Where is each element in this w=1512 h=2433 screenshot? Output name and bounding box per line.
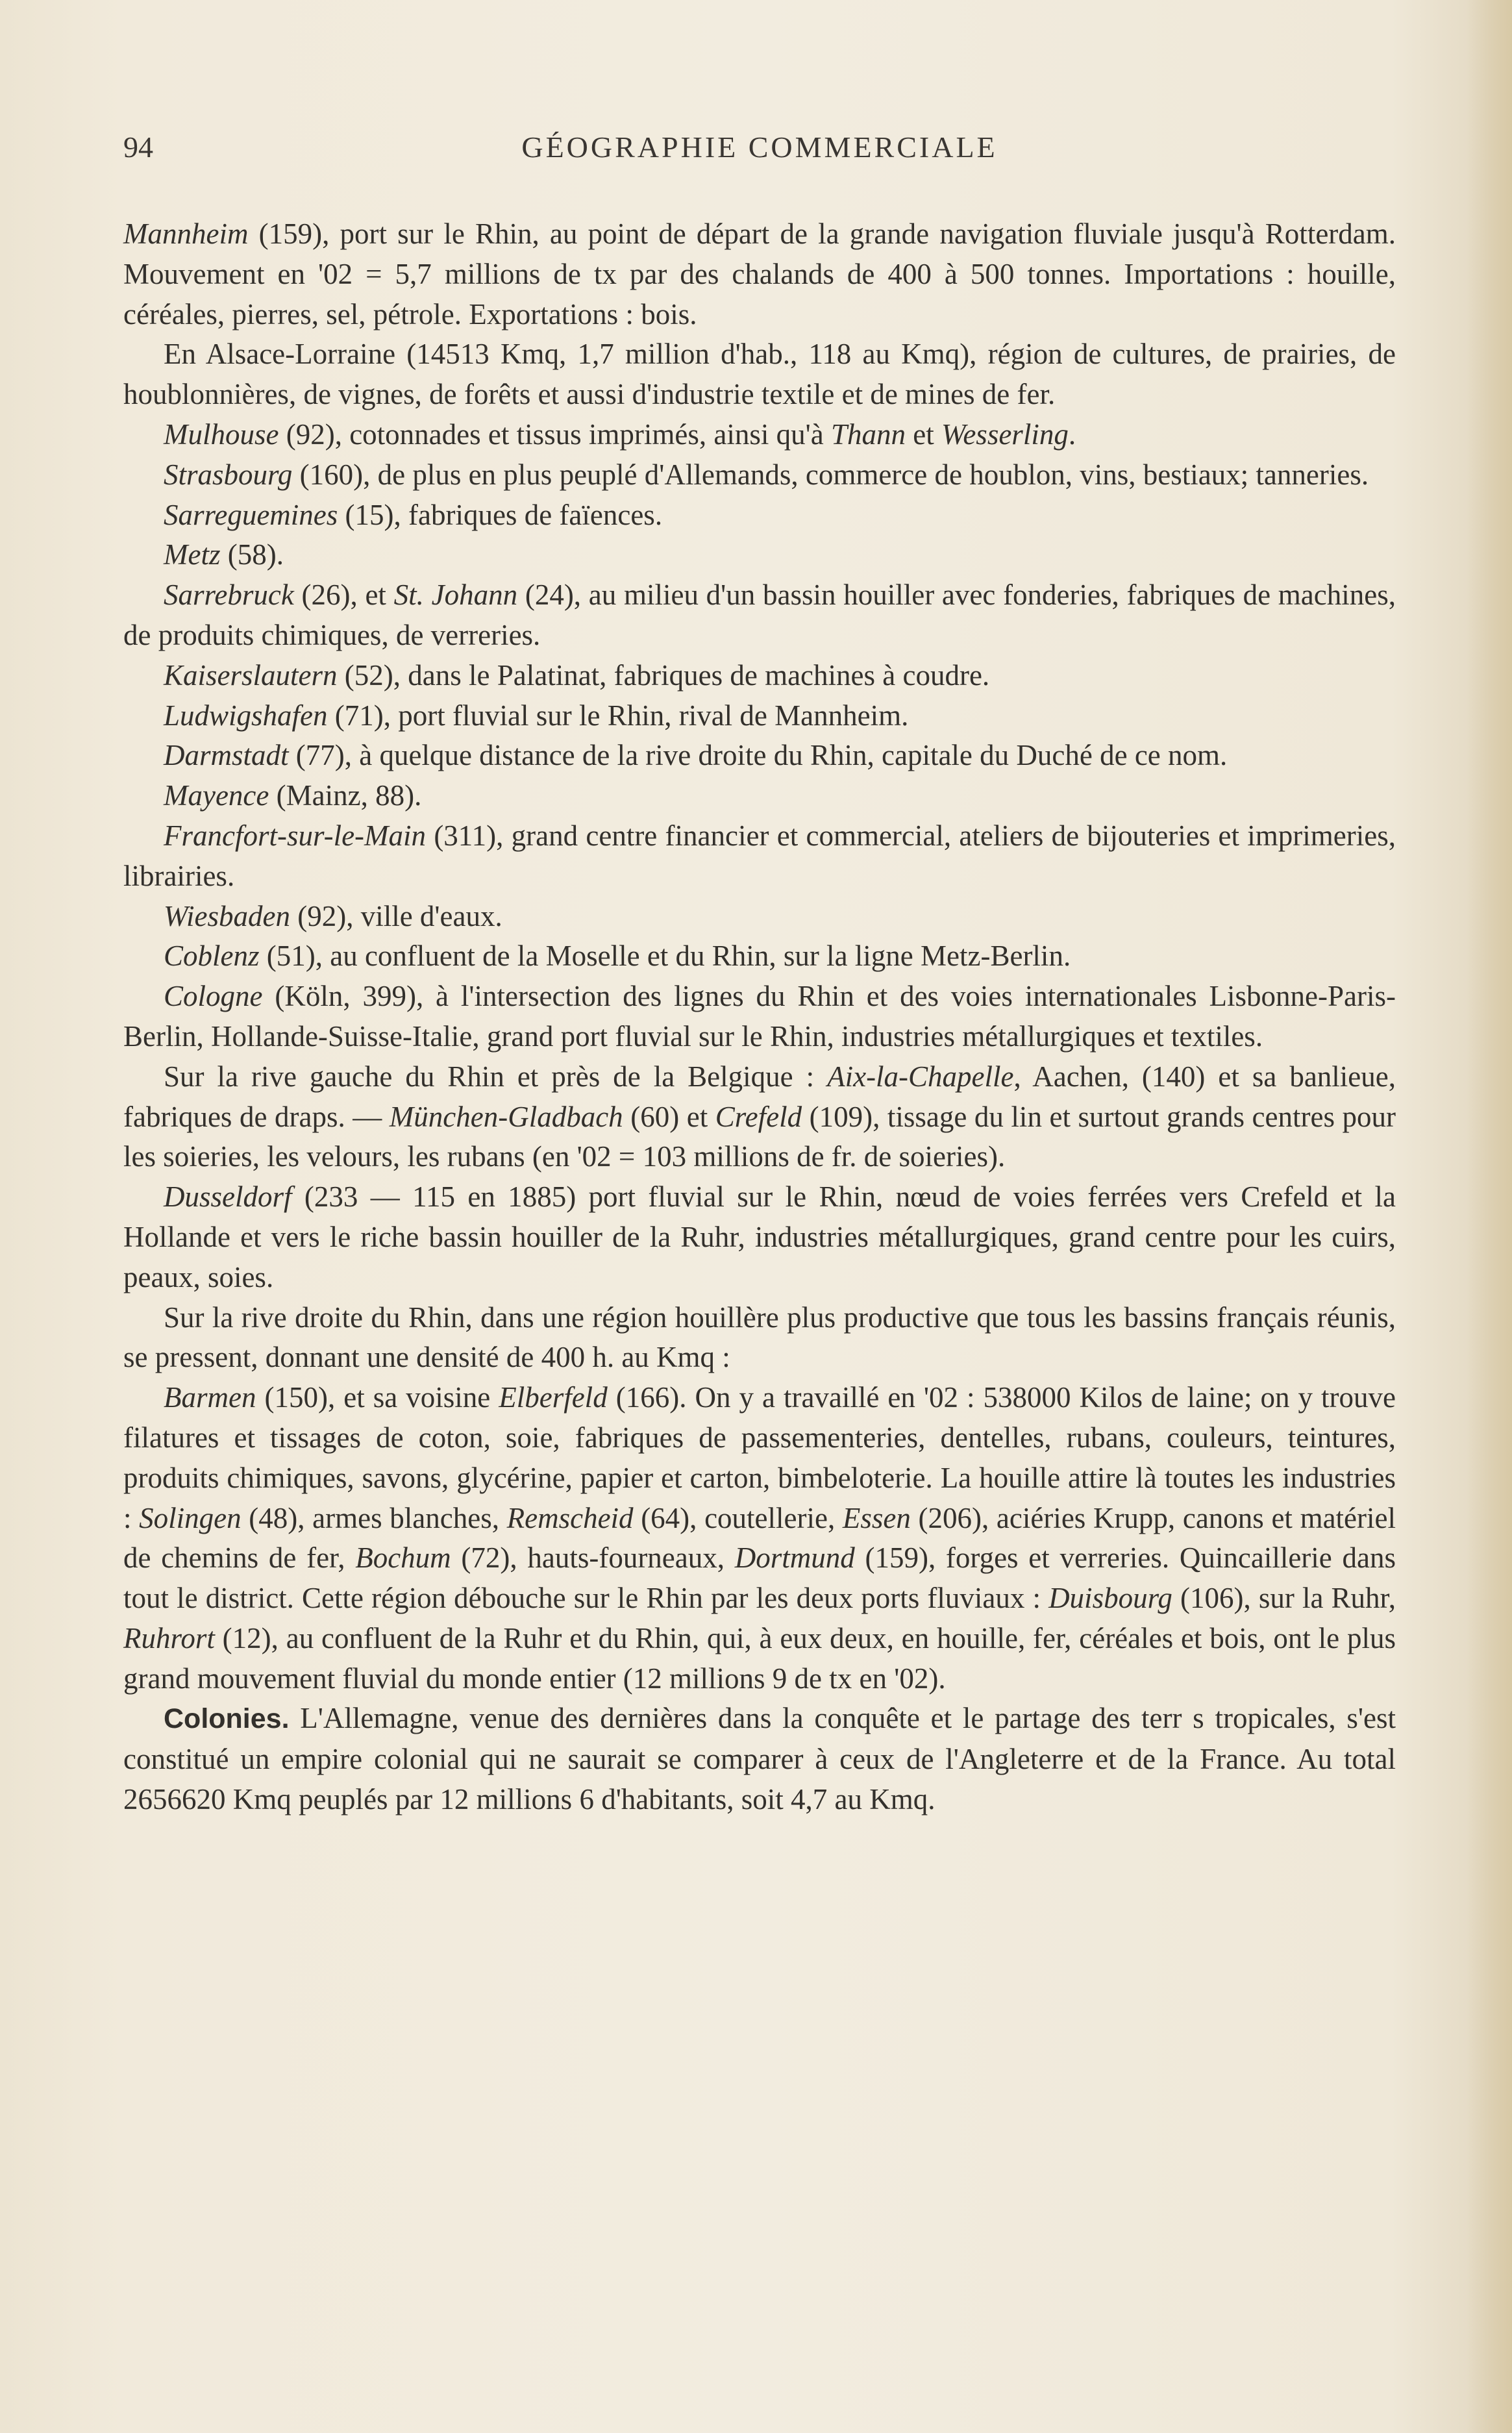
place-name: Wiesbaden xyxy=(164,899,290,932)
place-name: München-Gladbach xyxy=(389,1100,623,1133)
place-name: Ruhrort xyxy=(123,1621,215,1654)
place-name: Elberfeld xyxy=(499,1381,608,1414)
text-run: (Köln, 399), à l'intersection des lignes du Rhin et des voies internationales Lisbonne-Paris-Berlin, Hollande-Suisse-Italie, grand port fluvial sur le Rhin, industries métallurgiques et textiles. xyxy=(123,980,1396,1053)
place-name: Francfort-sur-le-Main xyxy=(164,819,427,852)
place-name: Wesserling xyxy=(941,418,1069,451)
text-run: (51), au confluent de la Moselle et du Rhin, sur la ligne Metz-Berlin. xyxy=(259,940,1071,973)
paragraph xyxy=(123,816,1396,897)
paragraph xyxy=(123,334,1396,415)
text-run: (24), au milieu d'un bassin houiller avec fonderies, fabriques de machines, de produits chimiques, de verreries. xyxy=(123,579,1396,651)
place-name: Metz xyxy=(164,538,221,571)
text-run: (159), forges et verreries. Quincaillerie dans tout le district. Cette région débouche sur le Rhin par les deux ports fluviaux : xyxy=(123,1541,1396,1615)
text-run: (26), et xyxy=(293,579,394,612)
page-edge-shadow xyxy=(1467,0,1512,2433)
place-name: Sarrebruck xyxy=(164,579,294,612)
text-run: (72), hauts-fourneaux, xyxy=(451,1541,735,1575)
place-name: Remscheid xyxy=(506,1501,634,1534)
place-name: Mulhouse xyxy=(164,418,279,451)
place-name: Coblenz xyxy=(164,940,260,973)
text-run: (15), fabriques de faïences. xyxy=(338,498,663,531)
place-name: Aix-la-Chapelle xyxy=(827,1060,1014,1093)
text-run: (12), au confluent de la Ruhr et du Rhin, qui, à eux deux, en houille, fer, céréales et bois, ont le plus grand mouvement fluvial du monde entier (12 millions 9 de tx en '02). xyxy=(123,1621,1396,1695)
place-name: Dusseldorf xyxy=(164,1180,292,1214)
place-name: Thann xyxy=(830,418,906,451)
paragraph xyxy=(123,575,1396,656)
paragraph xyxy=(123,696,1396,736)
paragraph xyxy=(123,535,1396,575)
paragraph xyxy=(123,1057,1396,1177)
body-text xyxy=(123,214,1396,1820)
text-run: (92), cotonnades et tissus imprimés, ainsi qu'à xyxy=(279,418,831,451)
text-run: . xyxy=(1068,418,1076,451)
paragraph xyxy=(123,495,1396,536)
page-number: 94 xyxy=(123,131,153,164)
text-run: et xyxy=(906,418,941,451)
paragraph xyxy=(123,455,1396,495)
text-run: (150), et sa voisine xyxy=(256,1381,499,1414)
text-run: , Aachen, (140) et sa banlieue, fabriques de draps. — xyxy=(123,1060,1396,1133)
place-name: Kaiserslautern xyxy=(164,658,338,692)
text-run: En Alsace-Lorraine (14513 Kmq, 1,7 million d'hab., 118 au Kmq), région de cultures, de prairies, de houblonnières, de vignes, de forêts et aussi d'industrie textile et de mines de fer. xyxy=(123,338,1396,411)
place-name: Strasbourg xyxy=(164,458,293,491)
place-name: Mayence xyxy=(164,779,269,812)
paragraph xyxy=(123,736,1396,776)
text-run: L'Allemagne, venue des dernières dans la conquête et le partage des terr s tropicales, s'est constitué un empire colonial qui ne saurait se comparer à ceux de l'Angleterre et de la France. Au total 2656620 Kmq peuplés par 12 millions 6 d'habitants, soit 4,7 au Kmq. xyxy=(123,1702,1396,1816)
text-run: (206), aciéries Krupp, canons et matériel de chemins de fer, xyxy=(123,1501,1396,1575)
text-run: Sur la rive droite du Rhin, dans une région houillère plus productive que tous les bassins français réunis, se pressent, donnant une densité de 400 h. au Kmq : xyxy=(123,1301,1396,1374)
text-run: (233 — 115 en 1885) port fluvial sur le Rhin, nœud de voies ferrées vers Crefeld et la Hollande et vers le riche bassin houiller de la Ruhr, industries métallurgiques, grand centre pour les cuirs, peaux, soies. xyxy=(123,1180,1396,1293)
text-run: Sur la rive gauche du Rhin et près de la Belgique : xyxy=(164,1060,828,1093)
text-run: (64), coutellerie, xyxy=(633,1501,843,1534)
place-name: Duisbourg xyxy=(1048,1582,1172,1615)
place-name: Mannheim xyxy=(123,218,249,250)
place-name: Sarreguemines xyxy=(164,498,338,531)
paragraph xyxy=(123,897,1396,937)
place-name: Solingen xyxy=(139,1501,242,1534)
place-name: Bochum xyxy=(355,1541,451,1575)
paragraph xyxy=(123,1298,1396,1379)
place-name: Dortmund xyxy=(734,1541,855,1575)
place-name: Darmstadt xyxy=(164,739,289,772)
text-run: (52), dans le Palatinat, fabriques de machines à coudre. xyxy=(337,658,990,692)
text-run: (311), grand centre financier et commercial, ateliers de bijouteries et imprimeries, librairies. xyxy=(123,819,1396,892)
paragraph xyxy=(123,776,1396,816)
running-title: GÉOGRAPHIE COMMERCIALE xyxy=(521,131,998,164)
text-run: (109), tissage du lin et surtout grands centres pour les soieries, les velours, les rubans (en '02 = 103 millions de fr. de soieries). xyxy=(123,1100,1396,1173)
text-run: (106), sur la Ruhr, xyxy=(1172,1582,1396,1615)
place-name: Ludwigshafen xyxy=(164,699,328,732)
text-run: (58). xyxy=(220,538,284,571)
text-run: (160), de plus en plus peuplé d'Allemands, commerce de houblon, vins, bestiaux; tanneries. xyxy=(292,458,1369,491)
text-run: (159), port sur le Rhin, au point de départ de la grande navigation fluviale jusqu'à Rotterdam. Mouvement en '02 = 5,7 millions de tx par des chalands de 400 à 500 tonnes. Importations : houille, céréales, pierres, sel, pétrole. Exportations : bois. xyxy=(123,218,1396,331)
paragraph xyxy=(123,977,1396,1057)
text-run: (166). On y a travaillé en '02 : 538000 Kilos de laine; on y trouve filatures et tissages de coton, soie, fabriques de passementeries, dentelles, rubans, couleurs, teintures, produits chimiques, savons, glycérine, papier et carton, bimbeloterie. La houille attire là toutes les industries : xyxy=(123,1381,1396,1534)
place-name: Essen xyxy=(842,1501,911,1534)
text-run: (Mainz, 88). xyxy=(269,779,422,812)
paragraph xyxy=(123,656,1396,696)
paragraph xyxy=(123,1699,1396,1819)
place-name: St. Johann xyxy=(393,579,518,612)
text-run: (60) et xyxy=(623,1100,715,1133)
text-run: (92), ville d'eaux. xyxy=(290,899,502,932)
paragraph xyxy=(123,214,1396,334)
page-header xyxy=(123,130,1396,175)
paragraph xyxy=(123,415,1396,455)
place-name: Barmen xyxy=(164,1381,256,1414)
text-run: (77), à quelque distance de la rive droite du Rhin, capitale du Duché de ce nom. xyxy=(288,739,1228,772)
paragraph xyxy=(123,1378,1396,1699)
place-name: Cologne xyxy=(164,980,263,1013)
section-heading: Colonies. xyxy=(164,1703,290,1735)
place-name: Crefeld xyxy=(715,1100,802,1133)
paragraph xyxy=(123,936,1396,977)
text-run: (48), armes blanches, xyxy=(241,1501,507,1534)
text-run: (71), port fluvial sur le Rhin, rival de Mannheim. xyxy=(327,699,909,732)
paragraph xyxy=(123,1177,1396,1297)
